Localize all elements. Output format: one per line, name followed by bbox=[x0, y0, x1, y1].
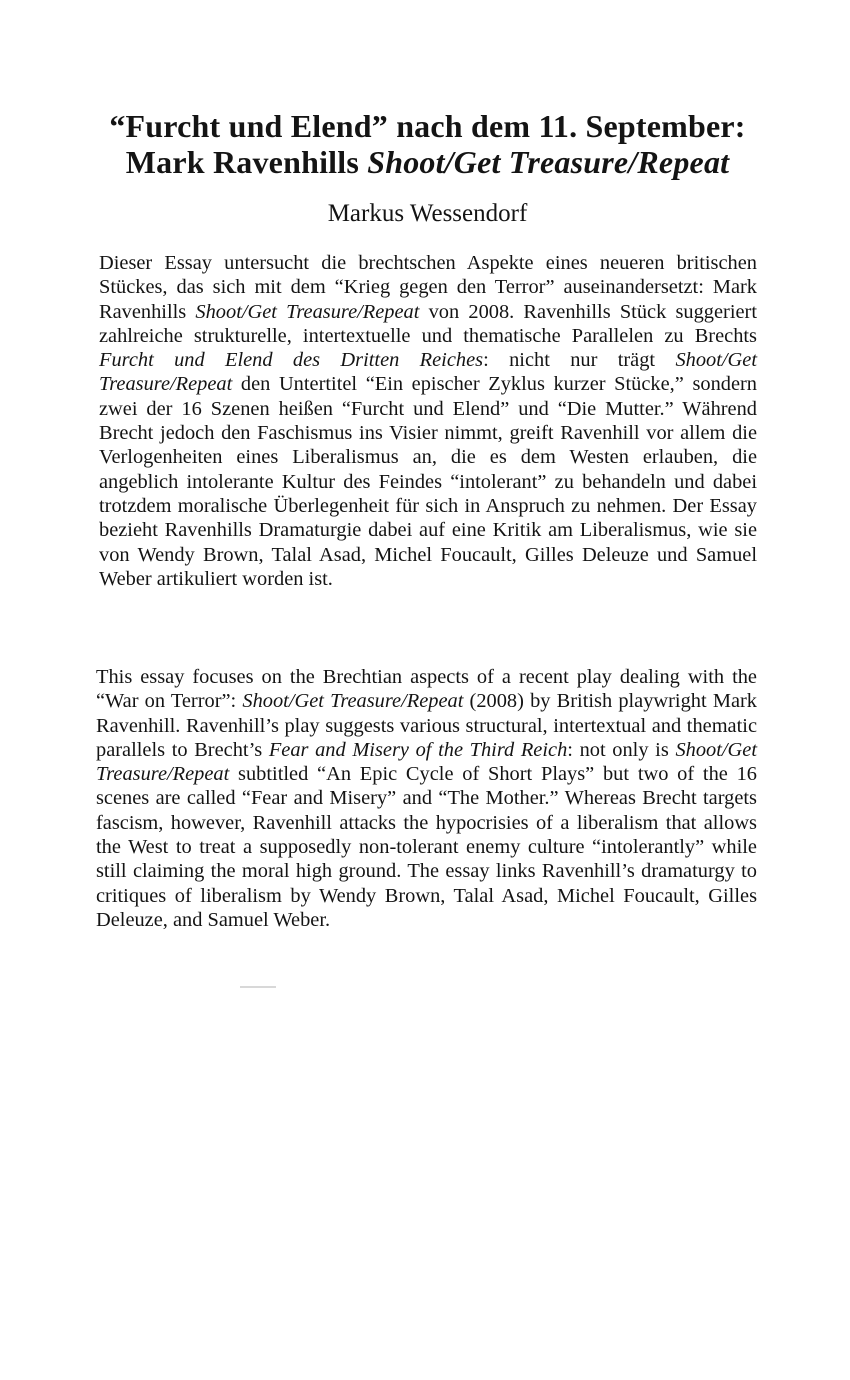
text-run: (2008) by British playwright Mark Ravenhill. Ravenhill’s play suggests various structural, intertextual and thematic parallels to Brecht’s bbox=[96, 690, 757, 761]
text-run: : not only is bbox=[567, 738, 676, 761]
text-run: subtitled “An Epic Cycle of Short Plays” but two of the 16 scenes are called “Fear and Misery” and “The Mother.” Whereas Brecht targets fascism, however, Ravenhill attacks the hypocrisies of a liberalism that allows the West to treat a supposedly non-tolerant enemy culture “intolerantly” while still claiming the moral high ground. The essay links Ravenhill’s dramaturgy to critiques of liberalism by Wendy Brown, Talal Asad, Michel Foucault, Gilles Deleuze, and Samuel Weber. bbox=[96, 763, 757, 931]
italic-title-run: Shoot/Get Treasure/Repeat bbox=[242, 690, 464, 713]
abstract-german bbox=[99, 251, 757, 591]
italic-title-run: Fear and Misery of the Third Reich bbox=[268, 738, 568, 761]
title-line-2 bbox=[60, 144, 795, 180]
author-name: Markus Wessendorf bbox=[327, 200, 528, 227]
text-run: von 2008. Ravenhills Stück suggeriert zahlreiche strukturelle, intertextuelle und thematische Parallelen zu Brechts bbox=[99, 300, 757, 347]
italic-title-run: Shoot/Get Treasure/Repeat bbox=[195, 300, 420, 323]
title-line-2-play-title: Shoot/Get Treasure/Repeat bbox=[367, 144, 730, 180]
article-title bbox=[60, 108, 795, 180]
scan-mark bbox=[240, 986, 276, 988]
title-line-1: “Furcht und Elend” nach dem 11. September: bbox=[109, 108, 746, 144]
text-run: This essay focuses on the Brechtian aspects of a recent play dealing with the “War on Terror”: bbox=[96, 666, 757, 713]
text-run: Dieser Essay untersucht die brechtschen Aspekte eines neueren britischen Stückes, das sich mit dem “Krieg gegen den Terror” auseinandersetzt: Mark Ravenhills bbox=[99, 252, 757, 323]
abstract-english bbox=[96, 665, 757, 932]
italic-title-run: Furcht und Elend des Dritten Reiches bbox=[99, 349, 484, 372]
italic-title-run: Shoot/Get Treasure/Repeat bbox=[99, 349, 757, 396]
text-run: : nicht nur trägt bbox=[483, 349, 676, 372]
title-line-2-text: Mark Ravenhills bbox=[125, 144, 368, 180]
italic-title-run: Shoot/Get Treasure/Repeat bbox=[96, 738, 757, 786]
text-run: den Untertitel “Ein epischer Zyklus kurzer Stücke,” sondern zwei der 16 Szenen heißen “Furcht und Elend” und “Die Mutter.” Während Brecht jedoch den Faschismus ins Visier nimmt, greift Ravenhill vor allem die Verlogenheiten eines Liberalismus an, die es dem Westen erlauben, die angeblich intolerante Kultur des Feindes “intolerant” zu behandeln und dabei trotzdem moralische Überlegenheit für sich in Anspruch zu nehmen. Der Essay bezieht Ravenhills Dramaturgie dabei auf eine Kritik am Liberalismus, wie sie von Wendy Brown, Talal Asad, Michel Foucault, Gilles Deleuze und Samuel Weber artikuliert worden ist. bbox=[99, 373, 757, 590]
